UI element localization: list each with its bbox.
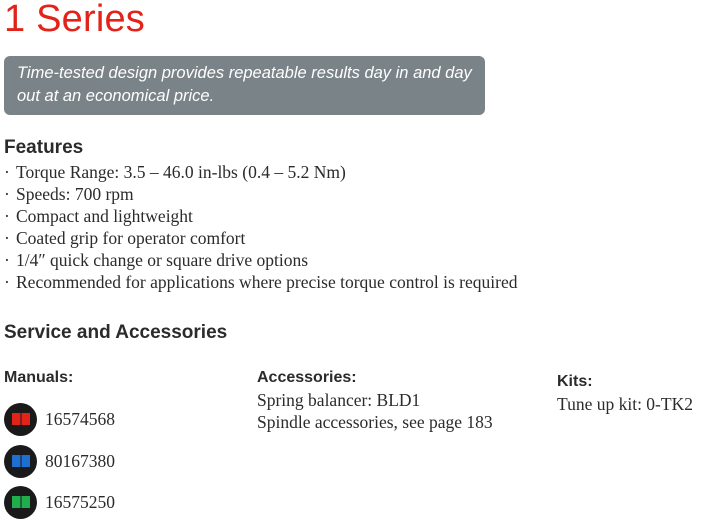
manual-item-red[interactable] xyxy=(4,402,115,436)
feature-text: 1/4″ quick change or square drive options xyxy=(16,250,309,270)
feature-item xyxy=(4,183,517,205)
bullet: · xyxy=(4,250,10,270)
feature-item xyxy=(4,271,517,293)
accessory-line: Spindle accessories, see page 183 xyxy=(257,412,493,432)
bullet: · xyxy=(4,206,10,226)
feature-text: Recommended for applications where precise torque control is required xyxy=(16,272,518,292)
red-book-icon xyxy=(4,403,37,436)
green-book-icon xyxy=(4,486,37,519)
kit-line: Tune up kit: 0-TK2 xyxy=(557,394,693,414)
manual-number: 16575250 xyxy=(45,491,115,512)
manual-number: 80167380 xyxy=(45,450,115,471)
features-list xyxy=(4,161,517,293)
bullet: · xyxy=(4,184,10,204)
feature-text: Torque Range: 3.5 – 46.0 in-lbs (0.4 – 5.2 Nm) xyxy=(16,162,346,182)
accessories-heading: Accessories: xyxy=(257,369,357,386)
features-heading: Features xyxy=(4,137,84,158)
manual-number: 16574568 xyxy=(45,408,115,429)
kits-heading: Kits: xyxy=(557,373,593,390)
tagline-callout: Time-tested design provides repeatable results day in and day out at an economical price. xyxy=(4,56,485,115)
manuals-heading: Manuals: xyxy=(4,369,74,386)
feature-text: Speeds: 700 rpm xyxy=(16,184,134,204)
feature-item xyxy=(4,205,517,227)
feature-item xyxy=(4,161,517,183)
page-title: 1 Series xyxy=(4,0,146,40)
service-heading: Service and Accessories xyxy=(4,322,228,343)
manual-item-green[interactable] xyxy=(4,485,115,519)
manual-item-blue[interactable] xyxy=(4,444,115,478)
feature-text: Coated grip for operator comfort xyxy=(16,228,246,248)
feature-item xyxy=(4,249,517,271)
feature-item xyxy=(4,227,517,249)
accessory-line: Spring balancer: BLD1 xyxy=(257,390,421,410)
bullet: · xyxy=(4,272,10,292)
feature-text: Compact and lightweight xyxy=(16,206,193,226)
blue-book-icon xyxy=(4,445,37,478)
bullet: · xyxy=(4,162,10,182)
bullet: · xyxy=(4,228,10,248)
